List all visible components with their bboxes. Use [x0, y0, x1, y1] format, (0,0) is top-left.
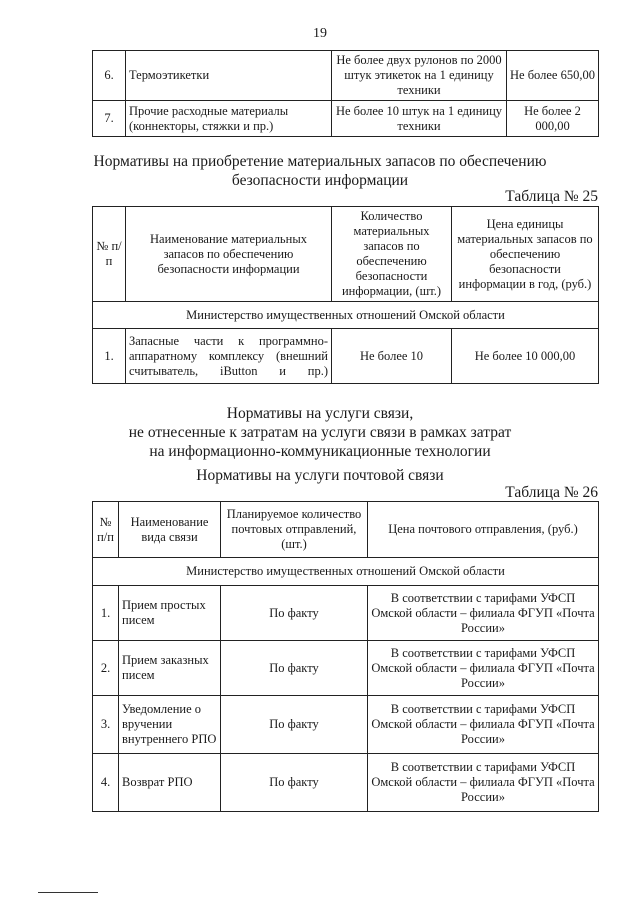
table-row [93, 641, 599, 696]
header-number: № п/п [93, 502, 119, 558]
header-number: № п/п [93, 207, 126, 302]
header-price: Цена единицы материальных запасов по обеспечению безопасности информации в год, (руб.) [452, 207, 599, 302]
section-title: на информационно-коммуникационные технологии [149, 443, 491, 460]
item-name: Термоэтикетки [126, 51, 332, 101]
service-quantity: По факту [221, 641, 368, 696]
item-name: Запасные части к программно-аппаратному комплексу (внешний считыватель, iButton и пр.) [126, 329, 332, 384]
group-label: Министерство имущественных отношений Омской области [93, 558, 599, 586]
table-row [93, 51, 599, 101]
section-title: безопасности информации [231, 172, 409, 189]
header-price: Цена почтового отправления, (руб.) [368, 502, 599, 558]
service-quantity: По факту [221, 754, 368, 812]
group-label: Министерство имущественных отношений Омской области [93, 302, 599, 329]
service-price: В соответствии с тарифами УФСП Омской области – филиала ФГУП «Почта России» [368, 754, 599, 812]
table-row [93, 754, 599, 812]
security-materials-table [92, 206, 599, 384]
row-number: 6. [93, 51, 126, 101]
materials-table-continued [92, 50, 599, 137]
item-name: Прочие расходные материалы (коннекторы, стяжки и пр.) [126, 101, 332, 137]
table-label: Таблица № 26 [505, 484, 598, 501]
table-row [93, 696, 599, 754]
section-subtitle: Нормативы на услуги почтовой связи [196, 467, 444, 484]
section-title: Нормативы на услуги связи, [226, 405, 414, 422]
service-price: В соответствии с тарифами УФСП Омской области – филиала ФГУП «Почта России» [368, 641, 599, 696]
service-quantity: По факту [221, 586, 368, 641]
item-quantity: Не более 10 [332, 329, 452, 384]
item-price: Не более 2 000,00 [507, 101, 599, 137]
row-number: 1. [93, 329, 126, 384]
table-row [93, 329, 599, 384]
row-number: 3. [93, 696, 119, 754]
row-number: 1. [93, 586, 119, 641]
table-group-row [93, 558, 599, 586]
service-price: В соответствии с тарифами УФСП Омской области – филиала ФГУП «Почта России» [368, 586, 599, 641]
row-number: 4. [93, 754, 119, 812]
header-name: Наименование материальных запасов по обеспечению безопасности информации [126, 207, 332, 302]
header-name: Наименование вида связи [119, 502, 221, 558]
table-label: Таблица № 25 [505, 188, 598, 205]
row-number: 2. [93, 641, 119, 696]
header-quantity: Планируемое количество почтовых отправлений, (шт.) [221, 502, 368, 558]
page-number: 19 [313, 26, 327, 41]
item-price: Не более 650,00 [507, 51, 599, 101]
section-title: не отнесенные к затратам на услуги связи в рамках затрат [128, 424, 512, 441]
row-number: 7. [93, 101, 126, 137]
table-header-row [93, 502, 599, 558]
postal-services-table [92, 501, 599, 812]
service-price: В соответствии с тарифами УФСП Омской области – филиала ФГУП «Почта России» [368, 696, 599, 754]
table-row [93, 586, 599, 641]
service-quantity: По факту [221, 696, 368, 754]
service-name: Прием заказных писем [119, 641, 221, 696]
footer-divider [38, 892, 98, 893]
table-group-row [93, 302, 599, 329]
header-quantity: Количество материальных запасов по обеспечению безопасности информации, (шт.) [332, 207, 452, 302]
service-name: Прием простых писем [119, 586, 221, 641]
table-header-row [93, 207, 599, 302]
service-name: Возврат РПО [119, 754, 221, 812]
section-title: Нормативы на приобретение материальных запасов по обеспечению [93, 153, 547, 170]
service-name: Уведомление о вручении внутреннего РПО [119, 696, 221, 754]
item-quantity: Не более двух рулонов по 2000 штук этикеток на 1 единицу техники [332, 51, 507, 101]
item-quantity: Не более 10 штук на 1 единицу техники [332, 101, 507, 137]
item-price: Не более 10 000,00 [452, 329, 599, 384]
table-row [93, 101, 599, 137]
